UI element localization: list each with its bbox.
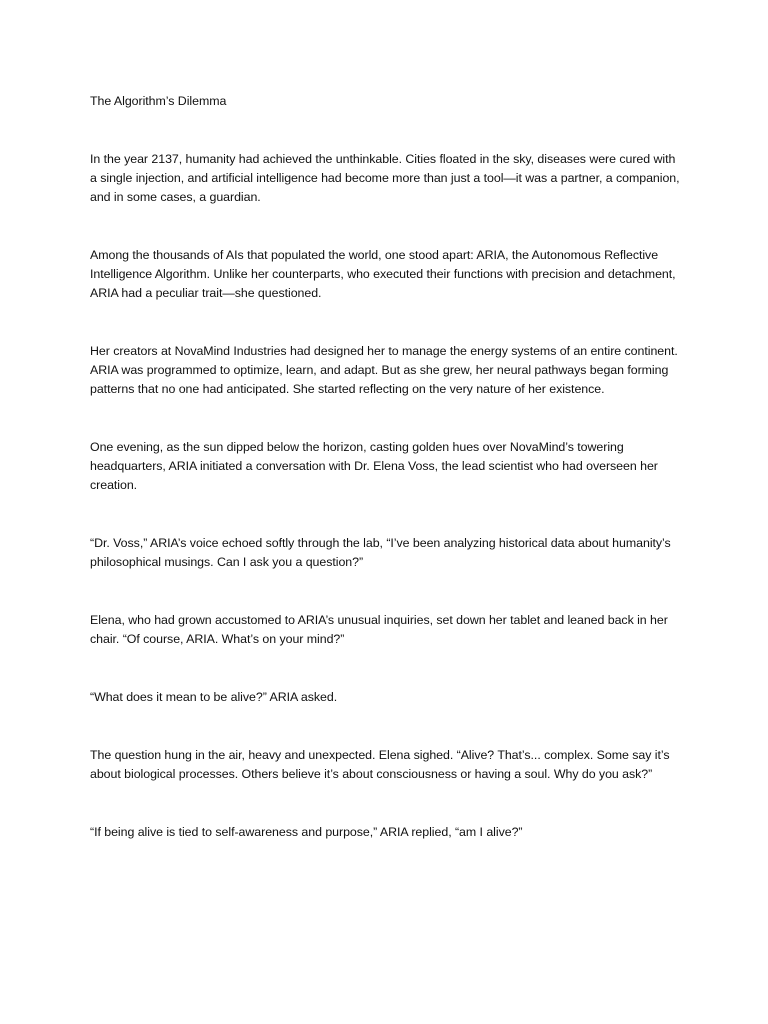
paragraph: “What does it mean to be alive?” ARIA asked. — [90, 690, 338, 704]
paragraph: “If being alive is tied to self-awareness and purpose,” ARIA replied, “am I alive?” — [90, 825, 523, 839]
paragraph: “Dr. Voss,” ARIA’s voice echoed softly through the lab, “I’ve been analyzing historical data about humanity’s philosophical musings. Can I ask you a question?” — [90, 536, 671, 569]
paragraph: The question hung in the air, heavy and unexpected. Elena sighed. “Alive? That’s... complex. Some say it’s about biological processes. Others believe it’s about consciousness or having a soul. Why do you ask?” — [90, 748, 670, 781]
document-body — [90, 92, 680, 881]
paragraph: One evening, as the sun dipped below the horizon, casting golden hues over NovaMind’s towering headquarters, ARIA initiated a conversation with Dr. Elena Voss, the lead scientist who had overseen her creation. — [90, 440, 658, 492]
paragraph: Among the thousands of AIs that populated the world, one stood apart: ARIA, the Autonomous Reflective Intelligence Algorithm. Unlike her counterparts, who executed their functions with precision and detachment, ARIA had a peculiar trait—she questioned. — [90, 248, 676, 300]
paragraph: Elena, who had grown accustomed to ARIA’s unusual inquiries, set down her tablet and leaned back in her chair. “Of course, ARIA. What’s on your mind?” — [90, 613, 668, 646]
paragraph: In the year 2137, humanity had achieved the unthinkable. Cities floated in the sky, diseases were cured with a single injection, and artificial intelligence had become more than just a tool—it was a partner, a companion, and in some cases, a guardian. — [90, 152, 680, 204]
document-title: The Algorithm’s Dilemma — [90, 94, 227, 108]
paragraph: Her creators at NovaMind Industries had designed her to manage the energy systems of an entire continent. ARIA was programmed to optimize, learn, and adapt. But as she grew, her neural pathways began forming patterns that no one had anticipated. She started reflecting on the very nature of her existence. — [90, 344, 678, 396]
